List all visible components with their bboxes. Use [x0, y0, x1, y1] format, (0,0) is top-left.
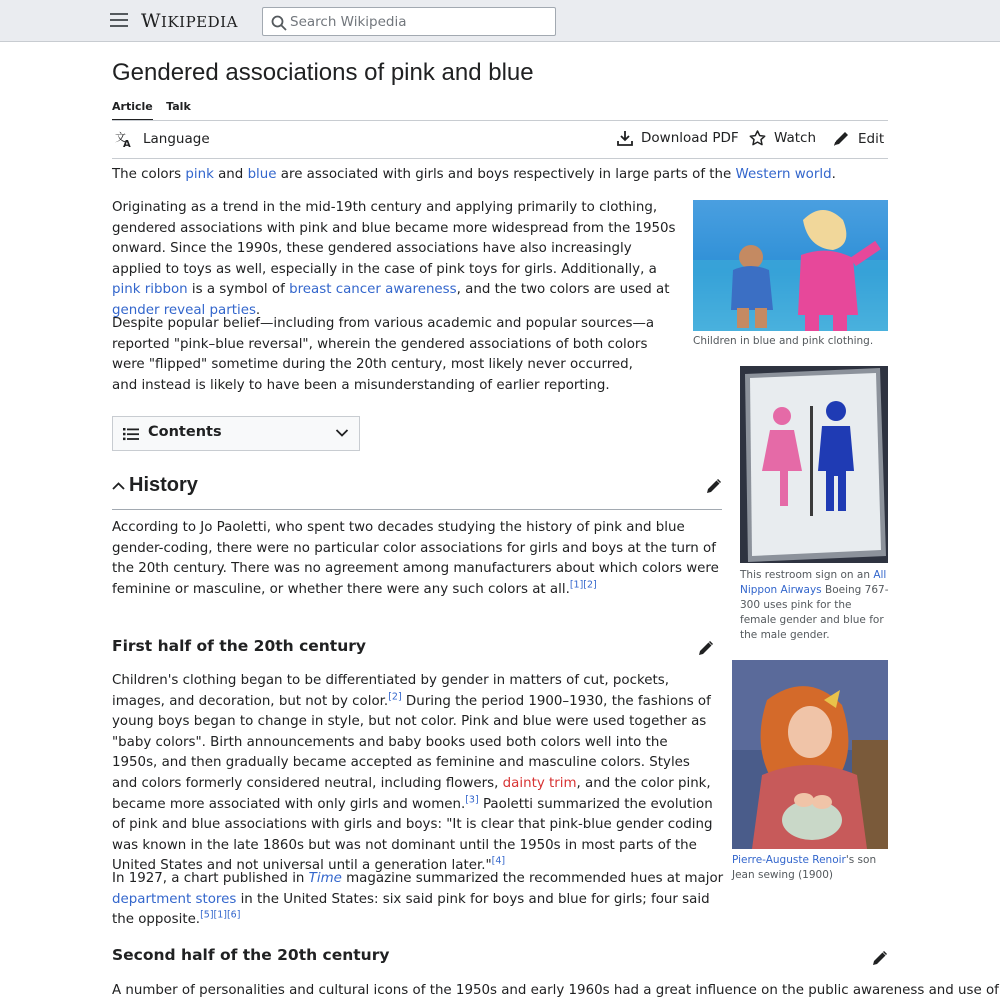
text: is a symbol of — [187, 282, 290, 298]
restroom-sign-photo[interactable] — [740, 366, 888, 563]
tab-talk[interactable]: Talk — [166, 100, 191, 113]
divider — [112, 158, 888, 159]
figure-caption: Children in blue and pink clothing. — [693, 335, 874, 347]
tab-article[interactable]: Article — [112, 100, 153, 121]
citation-link[interactable]: [4] — [491, 855, 506, 867]
link-pink-ribbon[interactable]: pink ribbon — [112, 282, 188, 298]
star-icon — [749, 130, 766, 146]
text: are associated with girls and boys respectively in large parts of the — [276, 167, 736, 182]
text: The colors — [112, 167, 186, 182]
pencil-icon — [833, 130, 850, 147]
download-label: Download PDF — [641, 130, 739, 146]
intro-paragraph-3: Despite popular belief—including from various academic and popular sources—a reported "pink–blue reversal", wherein the gendered associations of both colors were "flipped" sometime during the 20th century, most likely never occurred, and instead is likely to have been a misunderstanding of earlier reporting. — [112, 316, 655, 393]
text: Children's clothing began to be differentiated by gender in matters of cut, pockets, images, and decoration, but not by color. — [112, 673, 669, 709]
text: and — [213, 167, 248, 182]
chevron-up-icon[interactable] — [112, 481, 125, 491]
link-pierre-auguste-renoir[interactable]: Pierre-Auguste Renoir — [732, 854, 846, 866]
menu-icon[interactable] — [110, 13, 128, 29]
pencil-icon[interactable] — [706, 478, 722, 494]
section-heading-second-half: Second half of the 20th century — [112, 946, 390, 964]
text: . — [255, 302, 261, 318]
figure-caption — [732, 853, 888, 883]
link-gender-reveal-parties[interactable]: gender reveal parties — [112, 302, 256, 318]
divider — [112, 120, 888, 121]
intro-paragraph — [112, 165, 888, 186]
contents-toggle[interactable] — [112, 416, 360, 451]
text: magazine summarized the recommended hues at major — [341, 871, 724, 886]
page-title: Gendered associations of pink and blue — [112, 59, 534, 86]
second-half-paragraph: A number of personalities and cultural icons of the 1950s and early 1960s had a great influence on the public awareness and use of — [112, 983, 999, 998]
text: Originating as a trend in the mid-19th century and applying primarily to clothing, gendered associations with pink and blue became more widespread from the 1950s onward. Since the 1990s, these gendered associations have also increasingly applied to toys as well, especially in the case of pink toys for girls. Additionally, a — [112, 200, 676, 277]
language-icon — [115, 130, 135, 148]
top-header — [0, 0, 1000, 42]
watch-label: Watch — [774, 130, 817, 146]
text: , and the color pink, became more associated with only girls and women. — [112, 775, 711, 812]
search-box[interactable] — [262, 7, 556, 36]
children-photo[interactable] — [693, 200, 888, 331]
search-input[interactable] — [290, 11, 550, 32]
pencil-icon[interactable] — [698, 640, 714, 656]
logo-text: W — [141, 10, 162, 32]
link-breast-cancer-awareness[interactable]: breast cancer awareness — [289, 282, 457, 298]
text: 's son Jean sewing (1900) — [732, 854, 877, 881]
link-pink[interactable]: pink — [185, 167, 214, 182]
logo-text: IKIPEDIA — [161, 13, 238, 31]
text: During the period 1900–1930, the fashions of young boys began to change in style, but not color. Pink and blue were used together as "baby colors". Birth announcements and baby books used both colors well into the 1950s, and then gradually became accepted as feminine and masculine colors. Styles and colors formerly considered neutral, including flowers, — [112, 693, 711, 791]
language-button[interactable] — [115, 130, 210, 148]
first-half-paragraph — [112, 671, 717, 877]
edit-label: Edit — [858, 130, 885, 147]
chevron-down-icon — [335, 428, 349, 438]
citation-link[interactable]: [1][2] — [569, 579, 597, 591]
page-tabs — [112, 98, 200, 121]
link-time[interactable]: Time — [308, 871, 342, 886]
text: This restroom sign on an — [740, 569, 874, 581]
page-toolbar — [112, 128, 888, 152]
svg-text:A: A — [123, 139, 131, 148]
download-pdf-button[interactable] — [617, 130, 739, 146]
link-department-stores[interactable]: department stores — [112, 891, 237, 907]
divider — [112, 509, 722, 510]
text: Paoletti summarized the evolution of pink and blue associations with girls and boys: "It is clear that pink-blue gender coding was known in the late 1860s but was not dominant until the 1950s in most parts of the United States and not universal until a generation later." — [112, 796, 713, 874]
first-half-paragraph-2 — [112, 869, 724, 931]
text: In 1927, a chart published in — [112, 871, 309, 886]
wikipedia-logo[interactable] — [141, 10, 238, 32]
text: According to Jo Paoletti, who spent two decades studying the history of pink and blue gender-coding, there were no particular color associations for girls and boys at the turn of the 20th century. There was no agreement among manufacturers about which colors were feminine or masculine, or whether there were any such colors at all. — [112, 520, 719, 597]
section-heading-first-half: First half of the 20th century — [112, 637, 367, 655]
watch-button[interactable] — [749, 130, 816, 146]
renoir-painting[interactable] — [732, 660, 888, 849]
edit-button[interactable] — [833, 130, 884, 147]
text: , and the two colors are used at — [456, 282, 670, 298]
text: . — [831, 167, 836, 182]
section-heading-history: History — [129, 474, 198, 496]
list-icon — [123, 427, 139, 441]
link-all-nippon-airways[interactable]: All Nippon Airways — [740, 569, 887, 596]
download-icon — [617, 130, 633, 146]
intro-paragraph-2 — [112, 198, 677, 322]
language-label: Language — [143, 131, 210, 147]
link-dainty-trim[interactable]: dainty trim — [502, 775, 577, 791]
text: in the United States: six said pink for boys and blue for girls; four said the opposite. — [112, 891, 710, 928]
text: Boeing 767-300 uses pink for the female gender and blue for the male gender. — [740, 584, 889, 641]
svg-text:文: 文 — [115, 131, 126, 144]
citation-link[interactable]: [3] — [465, 794, 479, 806]
link-blue[interactable]: blue — [247, 167, 277, 182]
figure-caption — [740, 568, 890, 643]
citation-link[interactable]: [5][1][6] — [200, 909, 241, 921]
link-western-world[interactable]: Western world — [735, 167, 832, 182]
search-icon — [271, 15, 287, 31]
citation-link[interactable]: [2] — [388, 691, 402, 703]
pencil-icon[interactable] — [872, 950, 888, 966]
history-paragraph — [112, 518, 724, 600]
contents-label: Contents — [148, 424, 222, 440]
